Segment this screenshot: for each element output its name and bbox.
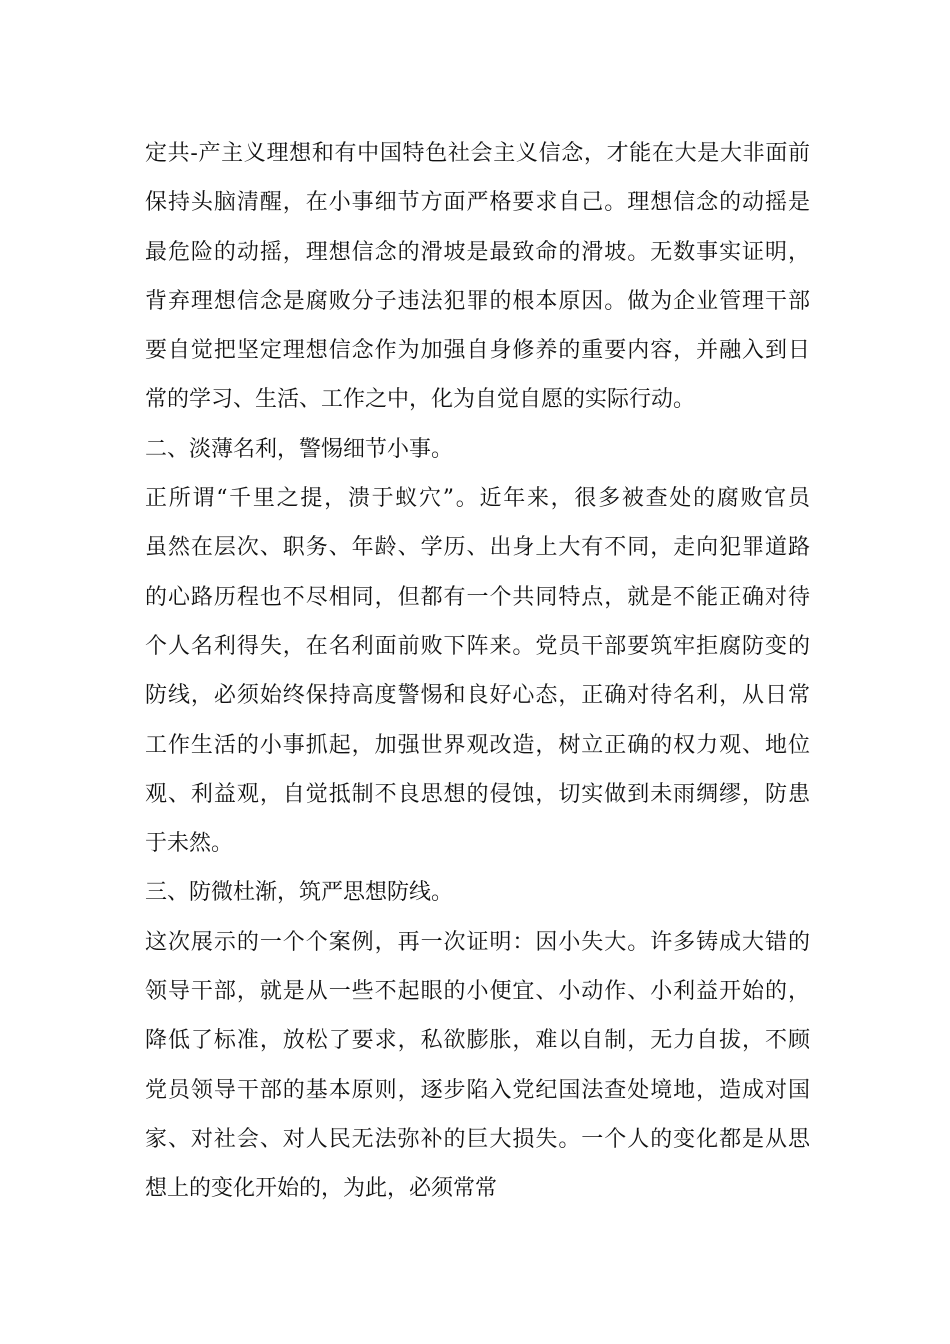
body-text — [145, 129, 810, 1214]
text-line: 工作生活的小事抓起，加强世界观改造，树立正确的权力观、地位 — [145, 732, 810, 758]
text-line: 于未然。 — [145, 831, 234, 857]
text-line: 常的学习、生活、工作之中，化为自觉自愿的实际行动。 — [145, 387, 696, 413]
text-line: 观、利益观，自觉抵制不良思想的侵蚀，切实做到未雨绸缪，防患 — [145, 781, 810, 807]
section-heading: 二、淡薄名利，警惕细节小事。 — [145, 436, 454, 462]
text-line: 防线，必须始终保持高度警惕和良好心态，正确对待名利，从日常 — [145, 683, 810, 709]
text-line: 的心路历程也不尽相同，但都有一个共同特点，就是不能正确对待 — [145, 584, 810, 610]
text-line: 虽然在层次、职务、年龄、学历、出身上大有不同，走向犯罪道路 — [145, 535, 810, 561]
text-line: 保持头脑清醒，在小事细节方面严格要求自己。理想信念的动摇是 — [145, 190, 810, 216]
text-line: 最危险的动摇，理想信念的滑坡是最致命的滑坡。无数事实证明， — [145, 239, 810, 265]
text-line: 个人名利得失，在名利面前败下阵来。党员干部要筑牢拒腐防变的 — [145, 633, 810, 659]
text-line: 背弃理想信念是腐败分子违法犯罪的根本原因。做为企业管理干部 — [145, 288, 810, 314]
text-line: 领导干部，就是从一些不起眼的小便宜、小动作、小利益开始的， — [145, 979, 810, 1005]
text-line: 定共-产主义理想和有中国特色社会主义信念，才能在大是大非面前 — [145, 141, 810, 166]
text-line: 想上的变化开始的，为此，必须常常 — [145, 1176, 498, 1202]
text-line: 正所谓“千里之提，溃于蚁穴”。近年来，很多被查处的腐败官员 — [145, 486, 810, 512]
text-line: 降低了标准，放松了要求，私欲膨胀，难以自制，无力自拔，不顾 — [145, 1028, 810, 1054]
text-line: 要自觉把坚定理想信念作为加强自身修养的重要内容，并融入到日 — [145, 338, 810, 364]
text-line: 这次展示的一个个案例，再一次证明：因小失大。许多铸成大错的 — [145, 929, 810, 955]
text-line: 党员领导干部的基本原则，逐步陷入党纪国法查处境地，造成对国 — [145, 1077, 810, 1103]
section-heading: 三、防微杜渐，筑严思想防线。 — [145, 880, 454, 906]
text-line: 家、对社会、对人民无法弥补的巨大损失。一个人的变化都是从思 — [145, 1126, 810, 1152]
